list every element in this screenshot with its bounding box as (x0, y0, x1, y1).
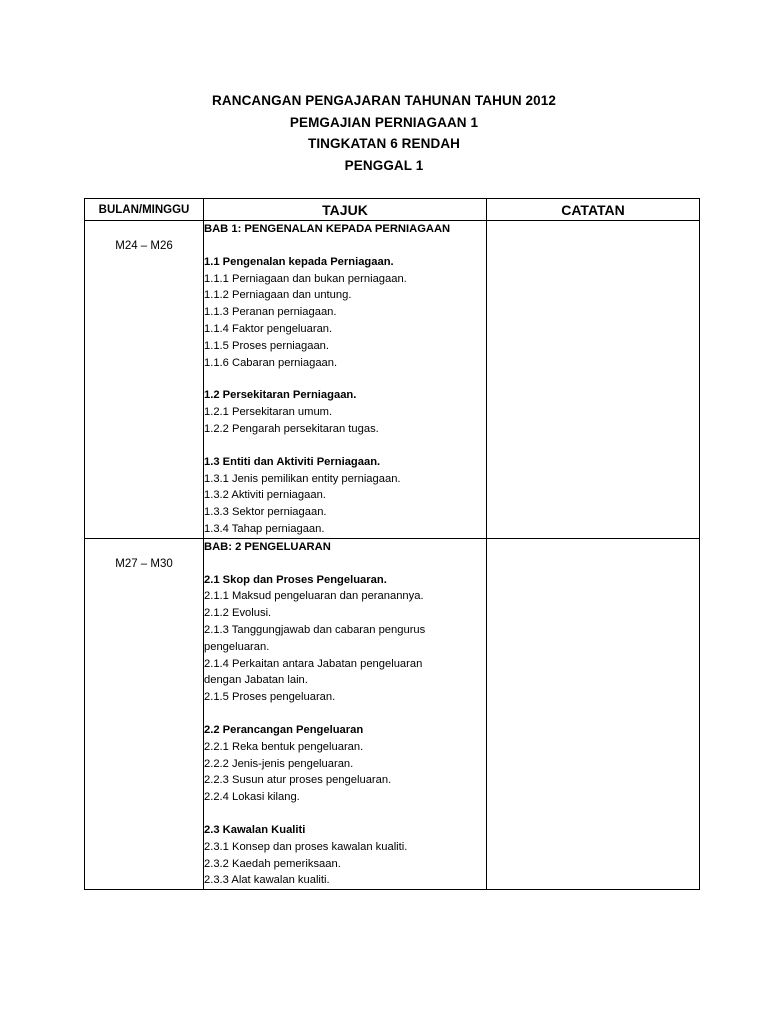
chapter-title: BAB 1: PENGENALAN KEPADA PERNIAGAAN (204, 223, 451, 235)
topic-item: 2.1.4 Perkaitan antara Jabatan pengeluaran dengan Jabatan lain. (204, 657, 423, 687)
topic-item: 2.3.1 Konsep dan proses kawalan kualiti. (204, 840, 408, 853)
topic-item: 1.3.4 Tahap perniagaan. (204, 522, 325, 535)
topic-item: 2.2.4 Lokasi kilang. (204, 791, 300, 804)
section-title: 2.1 Skop dan Proses Pengeluaran. (204, 573, 387, 586)
document-title: RANCANGAN PENGAJARAN TAHUNAN TAHUN 2012 (212, 93, 556, 108)
topic-item: 1.1.2 Perniagaan dan untung. (204, 289, 352, 302)
table-row (85, 221, 700, 539)
bulan-cell (85, 538, 204, 889)
term-label: PENGGAL 1 (344, 157, 424, 173)
document-header (0, 90, 768, 176)
table-row (85, 538, 700, 889)
week-range: M24 – M26 (115, 240, 173, 252)
topic-item: 2.2.1 Reka bentuk pengeluaran. (204, 740, 364, 753)
topic-item: 2.3.2 Kaedah pemeriksaan. (204, 857, 341, 870)
table-header-row (85, 199, 700, 221)
catatan-cell (487, 221, 700, 539)
topic-item: 1.1.4 Faktor pengeluaran. (204, 322, 333, 335)
form-level: TINGKATAN 6 RENDAH (307, 136, 461, 151)
topic-item: 1.1.3 Peranan perniagaan. (204, 306, 337, 319)
topic-item: 1.3.2 Aktiviti perniagaan. (204, 489, 326, 502)
catatan-cell (487, 538, 700, 889)
topic-item: 1.3.1 Jenis pemilikan entity perniagaan. (204, 472, 401, 485)
topic-item: 1.2.1 Persekitaran umum. (204, 406, 333, 419)
topic-item: 1.3.3 Sektor perniagaan. (204, 506, 327, 519)
topic-item: 2.1.3 Tanggungjawab dan cabaran pengurus pengeluaran. (204, 623, 426, 653)
tajuk-cell (204, 538, 487, 889)
topic-item: 2.1.5 Proses pengeluaran. (204, 691, 336, 704)
subject-title: PEMGAJIAN PERNIAGAAN 1 (289, 114, 479, 130)
topic-item: 2.1.1 Maksud pengeluaran dan peranannya. (204, 590, 424, 603)
chapter-title: BAB: 2 PENGELUARAN (204, 540, 331, 553)
bulan-cell (85, 221, 204, 539)
section-title: 2.2 Perancangan Pengeluaran (204, 723, 364, 736)
column-header-tajuk: TAJUK (204, 199, 487, 221)
topic-item: 1.1.1 Perniagaan dan bukan perniagaan. (204, 272, 407, 285)
lesson-plan-table (84, 198, 700, 890)
section-title: 2.3 Kawalan Kualiti (204, 823, 306, 836)
topic-item: 2.1.2 Evolusi. (204, 607, 272, 620)
section-title: 1.1 Pengenalan kepada Perniagaan. (204, 255, 394, 268)
column-header-bulan: BULAN/MINGGU (85, 199, 204, 221)
tajuk-cell (204, 221, 487, 539)
topic-item: 1.1.6 Cabaran perniagaan. (204, 356, 338, 369)
topic-item: 2.2.2 Jenis-jenis pengeluaran. (204, 757, 354, 770)
topic-item: 1.1.5 Proses perniagaan. (204, 339, 330, 352)
week-range: M27 – M30 (115, 557, 173, 570)
topic-item: 1.2.2 Pengarah persekitaran tugas. (204, 422, 379, 435)
section-title: 1.3 Entiti dan Aktiviti Perniagaan. (204, 455, 381, 468)
column-header-catatan: CATATAN (487, 199, 700, 221)
section-title: 1.2 Persekitaran Perniagaan. (204, 389, 357, 402)
topic-item: 2.3.3 Alat kawalan kualiti. (204, 874, 330, 887)
topic-item: 2.2.3 Susun atur proses pengeluaran. (204, 774, 392, 787)
